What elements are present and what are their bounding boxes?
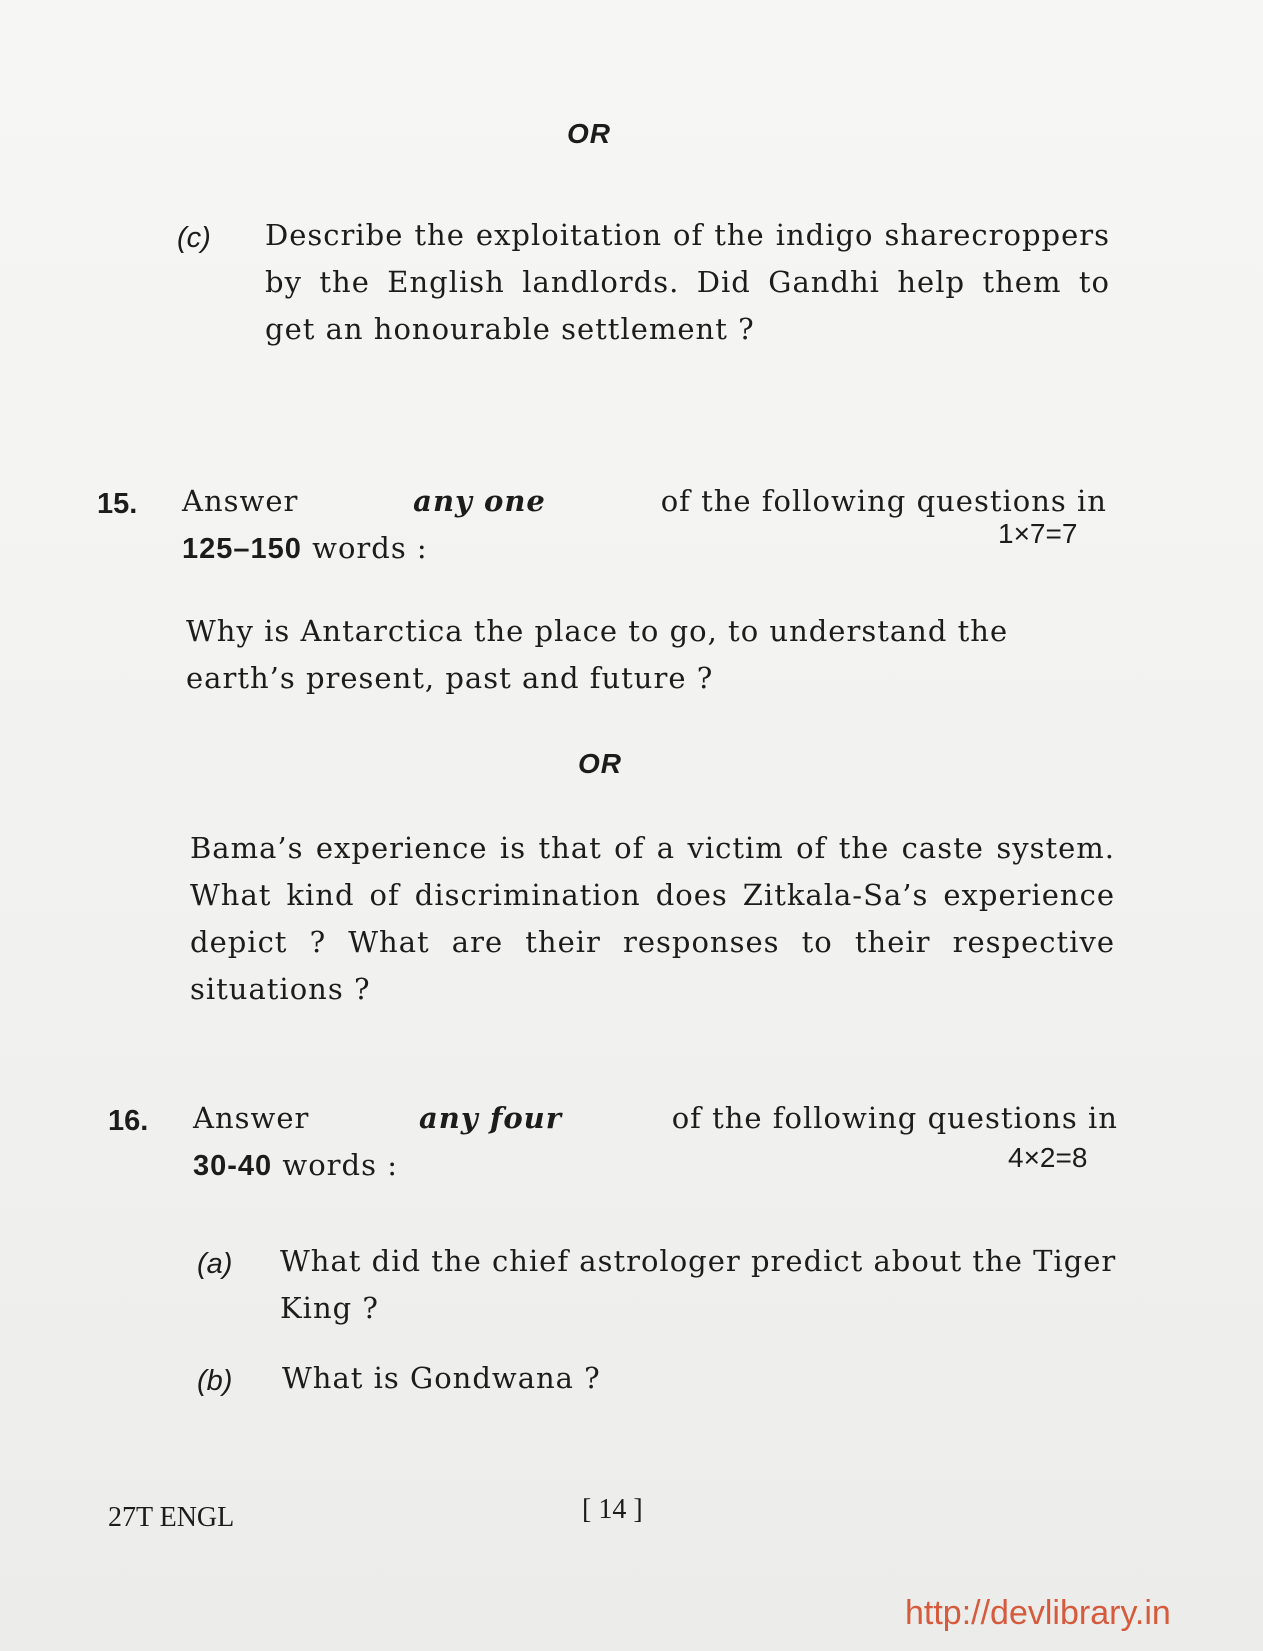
q16-instruction [193,1095,1118,1142]
q16-instr-emphasis: any four [419,1101,563,1135]
q15-word-range: 125–150 [182,533,302,565]
q16-word-range: 30-40 [193,1150,273,1182]
q15-instr-a: Answer [182,484,299,518]
q16b-text: What is Gondwana ? [282,1361,601,1395]
q16-words-label: words : [282,1148,398,1182]
q15-number: 15. [97,488,138,520]
or-divider-q15: OR [578,748,622,779]
q15-word-limit [182,525,428,573]
q15-instr-c: of the following questions in [660,484,1107,518]
q15-instr-emphasis: any one [413,484,546,518]
q16a-text: What did the chief astrologer predict about the Tiger King ? [280,1244,1117,1325]
q15-words-label: words : [312,531,428,565]
q14c-label: (c) [177,222,211,254]
q15-instruction [182,478,1107,525]
q16b-label: (b) [197,1365,233,1397]
q16-number: 16. [108,1105,149,1137]
q15-option-1: Why is Antarctica the place to go, to understand the earth’s present, past and future ? [186,614,1009,695]
or-divider-top: OR [567,118,611,149]
page-number: [ 14 ] [582,1494,643,1525]
watermark-url: http://devlibrary.in [905,1594,1171,1632]
q14c-text: Describe the exploitation of the indigo sharecroppers by the English landlords. Did Gandhi help them to get an honourable settlement ? [265,218,1110,346]
q16-marks: 4×2=8 [1008,1142,1088,1173]
q15-marks: 1×7=7 [998,518,1078,549]
q16-instr-a: Answer [193,1101,310,1135]
q16a-label: (a) [197,1248,233,1280]
paper-code: 27T ENGL [108,1502,235,1533]
q15-option-2: Bama’s experience is that of a victim of the caste system. What kind of discrimination does Zitkala-Sa’s experience depict ? What are their responses to their respective situations ? [190,831,1115,1006]
q16-word-limit [193,1142,398,1190]
q16-instr-c: of the following questions in [671,1101,1118,1135]
